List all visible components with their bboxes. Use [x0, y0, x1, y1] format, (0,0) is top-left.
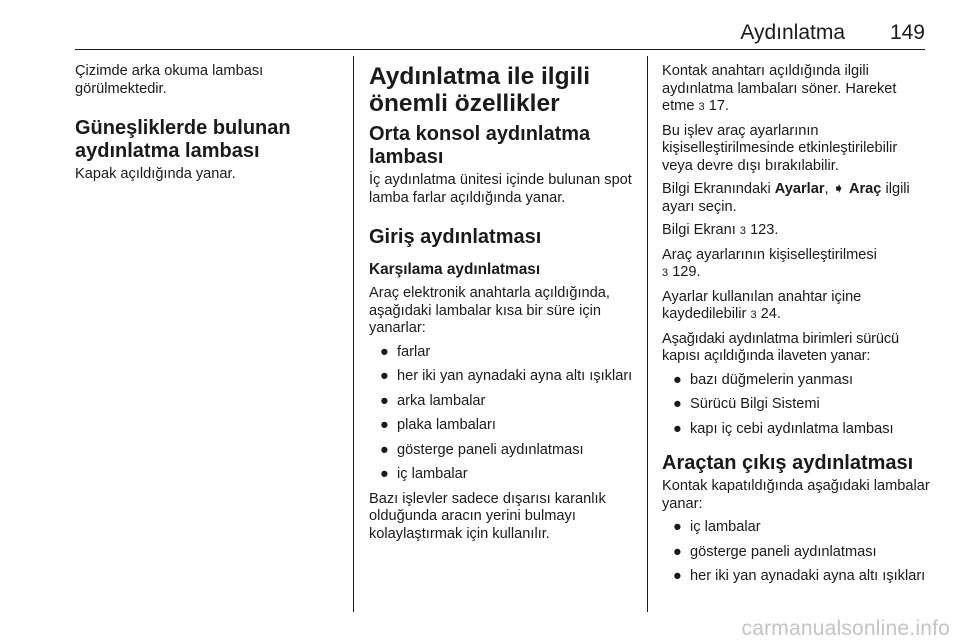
bullet-list — [662, 519, 932, 586]
bullet-icon: ● — [380, 368, 389, 384]
page-reference[interactable]: 24. — [760, 306, 781, 322]
list-item: ● Sürücü Bilgi Sistemi — [673, 396, 820, 412]
bullet-icon: ● — [380, 343, 389, 360]
bullet-list — [369, 344, 639, 484]
bullet-icon: ● — [380, 392, 389, 409]
column-3 — [662, 63, 932, 593]
section-heading: Araçtan çıkış aydınlatması — [662, 452, 914, 474]
bullet-list — [662, 372, 932, 439]
page-header — [75, 0, 925, 50]
paragraph: Bu işlev araç ayarlarının kişiselleştirilmesinde etkinleştirilebilir veya devre dışı bırakılabilir. — [662, 122, 898, 174]
list-item: ● her iki yan aynadaki ayna altı ışıkları — [380, 368, 633, 384]
paragraph: İç aydınlatma ünitesi içinde bulunan spot lamba farlar açıldığında yanar. — [369, 172, 632, 206]
column-1 — [75, 63, 345, 190]
paragraph: Araç ayarlarının kişiselleştirilmesi 3 129. — [662, 246, 877, 280]
paragraph: Araç elektronik anahtarla açıldığında, aşağıdaki lambalar kısa bir süre için yanarlar: — [369, 285, 610, 336]
page-number: 149 — [889, 21, 925, 44]
watermark: carmanualsonline.info — [741, 617, 950, 640]
paragraph: Kapak açıldığında yanar. — [75, 166, 236, 182]
bullet-icon: ● — [673, 420, 682, 437]
list-item: ● farlar — [380, 343, 431, 360]
paragraph: Çizimde arka okuma lambası görülmektedir. — [75, 63, 264, 97]
subsection-heading: Karşılama aydınlatması — [369, 261, 541, 278]
page-reference[interactable]: 123. — [750, 222, 779, 238]
header-rule — [75, 49, 925, 50]
paragraph: Kontak kapatıldığında aşağıdaki lambalar yanar: — [662, 478, 930, 512]
section-heading: Orta konsol aydınlatma lambası — [369, 123, 591, 168]
column-divider-1 — [353, 56, 354, 612]
paragraph: Bazı işlevler sadece dışarısı karanlık olduğunda aracın yerini bulmayı kolaylaştırmak için kullanılır. — [369, 490, 606, 542]
bullet-icon: ● — [673, 396, 682, 412]
section-title: Aydınlatma — [740, 21, 845, 44]
section-heading: Güneşliklerde bulunan aydınlatma lambası — [75, 117, 291, 162]
paragraph: Bilgi Ekranındaki Ayarlar, ➧ Araç ilgili ayarı seçin. — [662, 181, 910, 215]
list-item: ● gösterge paneli aydınlatması — [380, 441, 584, 458]
section-heading: Giriş aydınlatması — [369, 226, 542, 248]
list-item: ● bazı düğmelerin yanması — [673, 371, 854, 388]
list-item: ● plaka lambaları — [380, 417, 496, 433]
menu-item-label: Ayarlar — [774, 181, 825, 197]
paragraph: Bilgi Ekranı 3 123. — [662, 222, 779, 238]
reference-arrow-icon: 3 — [698, 101, 705, 113]
reference-arrow-icon: 3 — [750, 309, 757, 321]
list-item: ● arka lambalar — [380, 392, 486, 409]
paragraph: Ayarlar kullanılan anahtar içine kaydedilebilir 3 24. — [662, 288, 862, 322]
list-item: ● iç lambalar — [673, 519, 761, 535]
column-divider-2 — [647, 56, 648, 612]
menu-item-label: Araç — [848, 181, 882, 197]
list-item: ● kapı iç cebi aydınlatma lambası — [673, 420, 894, 437]
bullet-icon: ● — [673, 519, 682, 535]
bullet-icon: ● — [673, 568, 682, 584]
paragraph: Kontak anahtarı açıldığında ilgili aydınlatma lambaları söner. Hareket etme 3 17. — [662, 63, 897, 114]
bullet-icon: ● — [380, 417, 389, 433]
menu-arrow-icon: ➧ — [832, 181, 845, 197]
bullet-icon: ● — [673, 371, 682, 388]
bullet-icon: ● — [380, 441, 389, 458]
bullet-icon: ● — [380, 466, 389, 482]
list-item: ● iç lambalar — [380, 466, 468, 482]
list-item: ● gösterge paneli aydınlatması — [673, 543, 877, 560]
bullet-icon: ● — [673, 543, 682, 560]
page-reference[interactable]: 129. — [672, 264, 701, 280]
paragraph: Aşağıdaki aydınlatma birimleri sürücü kapısı açıldığında ilaveten yanar: — [662, 330, 899, 364]
list-item: ● her iki yan aynadaki ayna altı ışıkları — [673, 568, 926, 584]
page-reference[interactable]: 17. — [708, 98, 729, 114]
reference-arrow-icon: 3 — [662, 267, 669, 279]
chapter-heading: Aydınlatma ile ilgili önemli özellikler — [369, 63, 591, 117]
column-2 — [369, 63, 639, 549]
reference-arrow-icon: 3 — [739, 225, 746, 237]
